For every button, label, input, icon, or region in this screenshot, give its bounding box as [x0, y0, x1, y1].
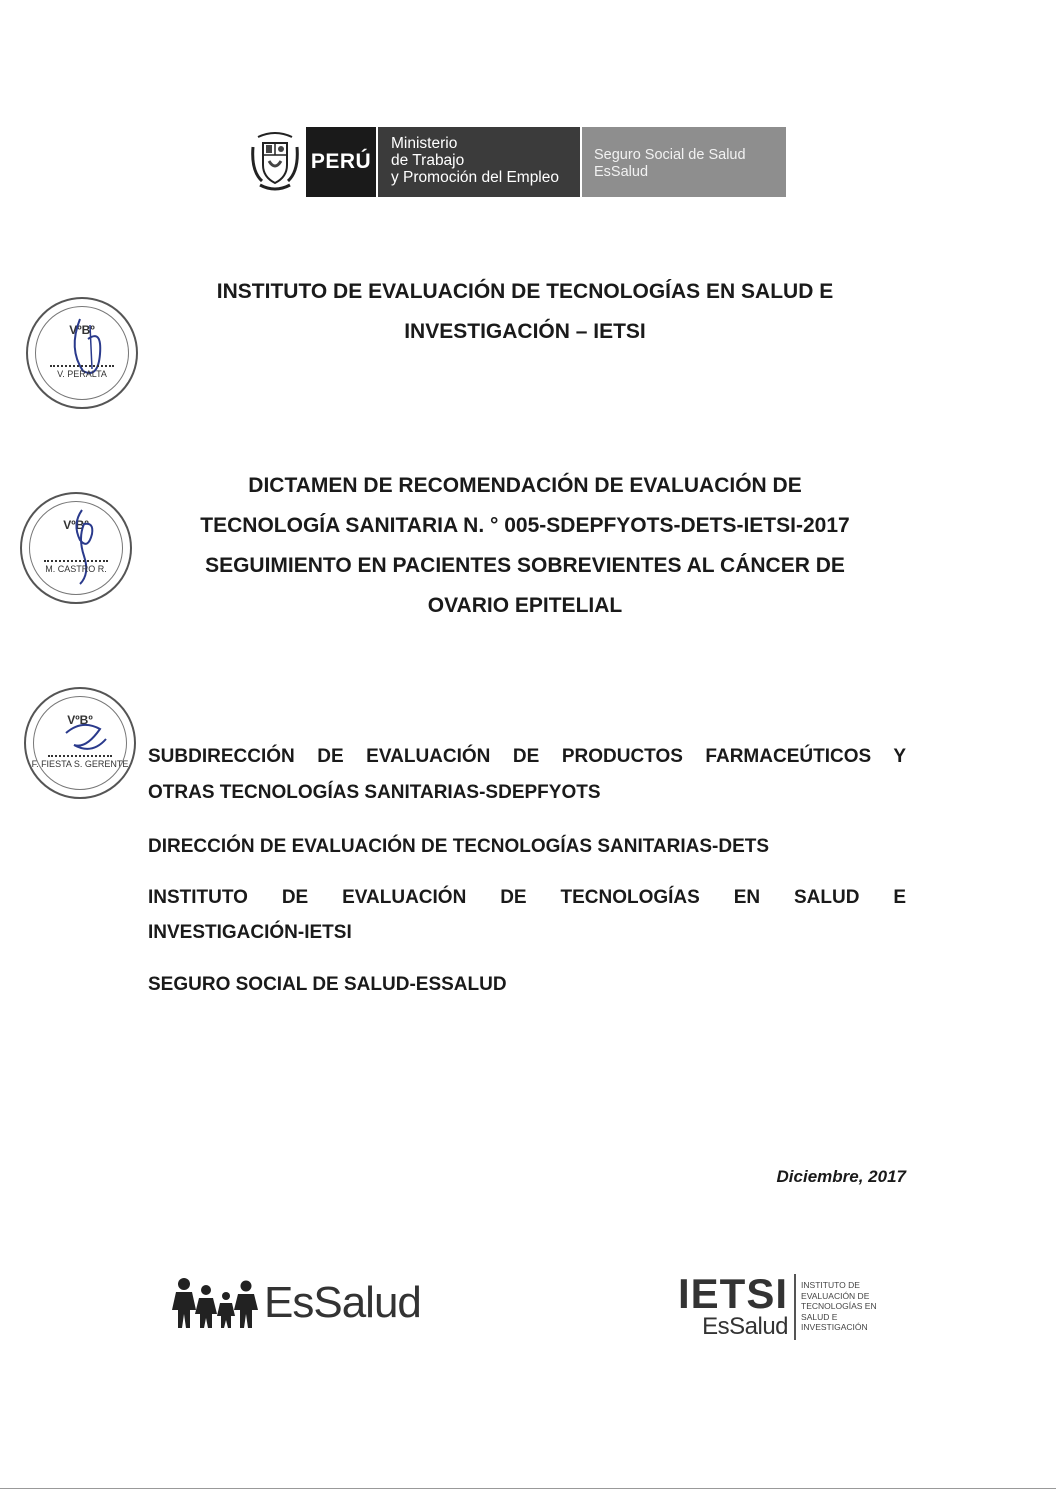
essalud-logo [170, 1276, 421, 1328]
signature-icon [28, 299, 140, 411]
ietsi-logo-subtext: EsSalud [702, 1313, 789, 1340]
section-direccion: DIRECCIÓN DE EVALUACIÓN DE TECNOLOGÍAS SANITARIAS-DETS [148, 836, 770, 857]
section-seguro-social: SEGURO SOCIAL DE SALUD-ESSALUD [148, 974, 507, 995]
peru-label: PERÚ [306, 127, 376, 197]
approval-stamp-castro: VºBº M. CASTRO R. [20, 492, 132, 604]
institute-title: INSTITUTO DE EVALUACIÓN DE TECNOLOGÍAS EN SALUD E INVESTIGACIÓN – IETSI [216, 280, 834, 343]
document-date: Diciembre, 2017 [776, 1167, 906, 1186]
ietsi-logo [678, 1270, 877, 1340]
section-instituto-cont: INVESTIGACIÓN-IETSI [148, 922, 352, 943]
approval-stamp-fiesta: VºBº F. FIESTA S. GERENTE [24, 687, 136, 799]
signature-icon [22, 494, 134, 606]
dictamen-title: DICTAMEN DE RECOMENDACIÓN DE EVALUACIÓN DE TECNOLOGÍA SANITARIA N. ° 005-SDEPFYOTS-DETS-IETSI-2017 SEGUIMIENTO EN PACIENTES SOBREVIENTES AL CÁNCER DE OVARIO EPITELIAL [200, 474, 850, 617]
signature-icon [26, 689, 138, 801]
essalud-logo-text: EsSalud [264, 1278, 421, 1327]
approval-stamp-peralta: VºBº V. PERALTA [26, 297, 138, 409]
scan-edge-divider [0, 1488, 1056, 1489]
ietsi-logo-description: INSTITUTO DE EVALUACIÓN DE TECNOLOGÍAS EN SALUD E INVESTIGACIÓN [794, 1274, 877, 1340]
section-subdireccion-cont: OTRAS TECNOLOGÍAS SANITARIAS-SDEPFYOTS [148, 782, 601, 803]
ietsi-logo-text: IETSI [678, 1270, 789, 1317]
section-subdireccion: SUBDIRECCIÓN DE EVALUACIÓN DE PRODUCTOS FARMACEÚTICOS Y [148, 746, 906, 767]
family-icon [170, 1276, 262, 1328]
essalud-label: Seguro Social de Salud EsSalud [580, 127, 786, 197]
coat-of-arms-icon [244, 127, 306, 197]
ministry-label: Ministerio de Trabajo y Promoción del Empleo [376, 127, 580, 197]
government-banner [244, 127, 786, 197]
section-instituto: INSTITUTO DE EVALUACIÓN DE TECNOLOGÍAS EN SALUD E [148, 887, 906, 908]
